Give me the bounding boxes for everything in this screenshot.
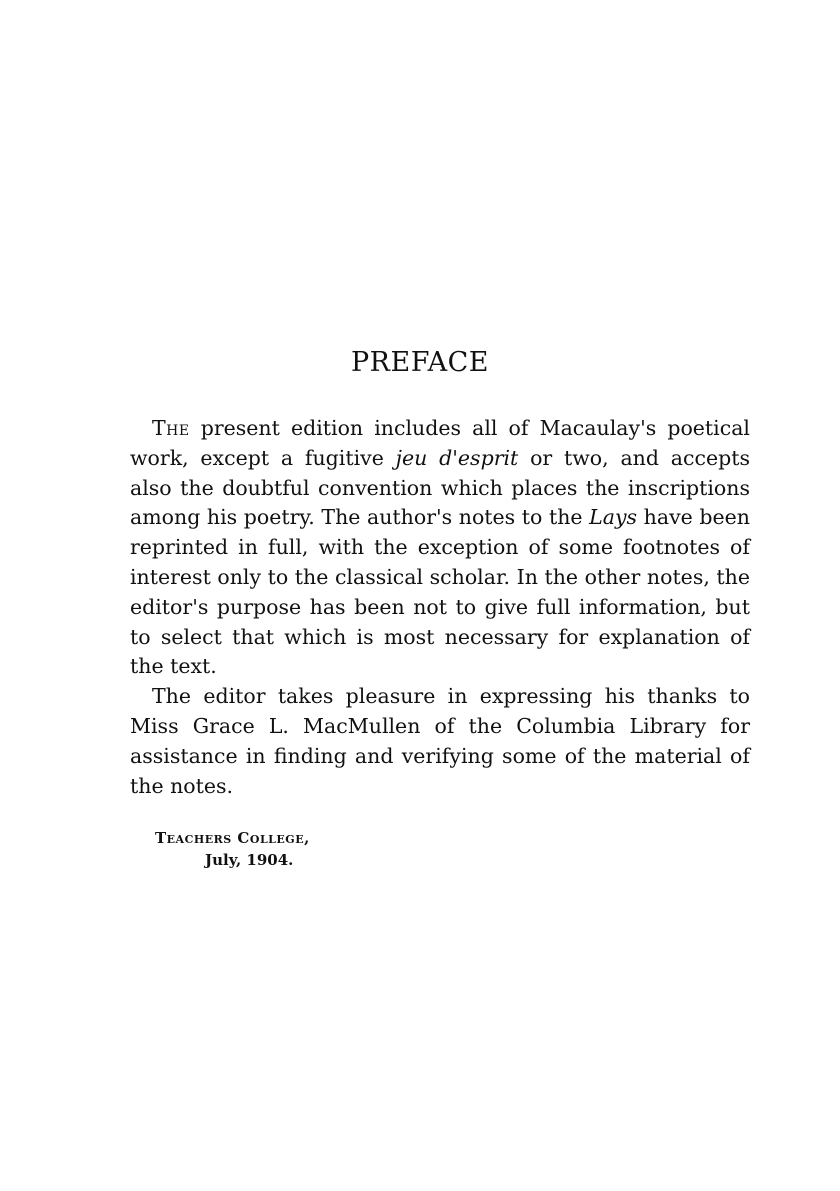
- paragraph-2: The editor takes pleasure in expressing his thanks to Miss Grace L. MacMullen of the Columbia Library for assistance in finding and verifying some of the material of the notes.: [130, 684, 750, 798]
- page-title: PREFACE: [351, 347, 489, 378]
- paragraph-1-italic-1: jeu d'esprit: [395, 445, 519, 470]
- signoff-date: July, 1904.: [205, 851, 294, 869]
- lead-word: The: [152, 416, 190, 440]
- signoff: [155, 827, 310, 871]
- paragraph-1-text-2: or two, and accepts also the doubtful convention which places the inscriptions among his poetry. The author's notes to the: [130, 445, 750, 530]
- paragraph-1-text-3: have been reprinted in full, with the exception of some footnotes of interest only to the classical scholar. In the other notes, the editor's purpose has been not to give full information, but to select that which is most necessary for explanation of the text.: [130, 505, 750, 679]
- paragraph-1: [130, 414, 750, 682]
- signoff-institution: Teachers College,: [155, 829, 310, 847]
- preface-body: [130, 414, 750, 801]
- paragraph-1-italic-2: Lays: [589, 505, 638, 530]
- paragraph-1-text-1: present edition includes all of Macaulay's poetical work, except a fugitive: [130, 416, 750, 470]
